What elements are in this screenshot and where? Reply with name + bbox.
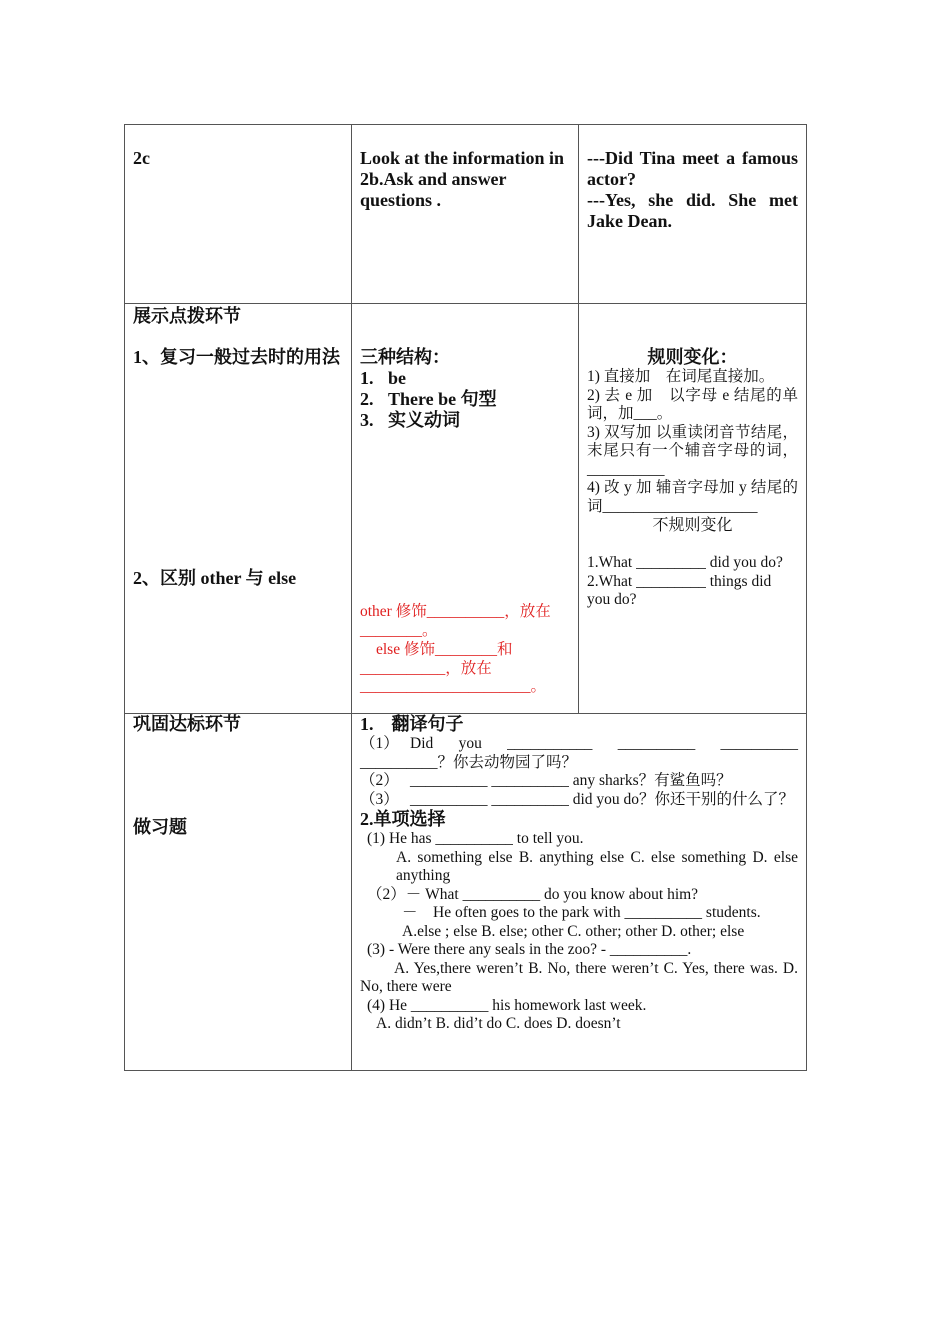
choice-question: (3) - Were there any seals in the zoo? - __________. (367, 941, 692, 958)
cell-exercises (352, 714, 807, 1071)
cell-rules (579, 304, 807, 714)
exercise-label: 做习题 (133, 817, 187, 837)
item-past-tense: 1、复习一般过去时的用法 (133, 347, 340, 367)
choice-question: － He often goes to the park with __________ students. (402, 904, 761, 921)
irregular-title: 不规则变化 (652, 517, 733, 534)
choice-title: 2.单项选择 (360, 809, 446, 829)
translate-item: （1） Did you ___________ __________ __________ __________？你去动物园了吗？ (360, 735, 798, 771)
else-rule: else 修饰________和___________，放在______________________。 (360, 641, 547, 695)
choice-options: A.else ; else B. else; other C. other; other D. other; else (402, 922, 745, 940)
choice-options: A. something else B. anything else C. else something D. else anything (396, 848, 798, 884)
choice-question: (1) He has __________ to tell you. (367, 830, 584, 847)
choice-options: A. Yes,there weren’t B. No, there weren’t C. Yes, there was. D. No, there were (360, 959, 798, 995)
item-other-else: 2、区别 other 与 else (133, 568, 297, 588)
lesson-table (124, 124, 807, 1071)
step-label: 2c (133, 148, 150, 168)
choice-question: (4) He __________ his homework last week. (367, 996, 647, 1014)
rule-item: 2) 去 e 加 以字母 e 结尾的单词，加___。 (587, 386, 798, 422)
translate-item: （2） __________ __________ any sharks？有鲨鱼吗？ (360, 772, 732, 789)
section-title: 巩固达标环节 (133, 714, 241, 734)
other-rule: other 修饰__________，放在________。 (360, 603, 551, 639)
section-title: 展示点拨环节 (133, 306, 241, 326)
translate-title: 1. 翻译句子 (360, 714, 464, 734)
structures-title: 三种结构： (360, 347, 450, 367)
cell-step (125, 125, 352, 304)
rule-item: 3) 双写加 以重读闭音节结尾，末尾只有一个辅音字母的词，__________ (587, 423, 798, 478)
cell-section-display (125, 304, 352, 714)
table-row (125, 714, 807, 1071)
question-1: 1.What _________ did you do? (587, 554, 783, 571)
cell-example (579, 125, 807, 304)
cell-structures (352, 304, 579, 714)
choice-options: A. didn’t B. did’t do C. does D. doesn’t (376, 1015, 621, 1032)
task-text: Look at the information in 2b.Ask and answer questions . (360, 148, 565, 210)
structure-item: 3. 实义动词 (360, 410, 460, 430)
example-answer: ---Yes, she did. She met Jake Dean. (587, 190, 798, 231)
cell-task (352, 125, 579, 304)
rule-item: 4) 改 y 加 辅音字母加 y 结尾的词____________________ (587, 479, 798, 515)
regular-title: 规则变化： (647, 347, 738, 367)
table-row (125, 304, 807, 714)
structure-item: 1. be (360, 368, 406, 388)
translate-item: （3） __________ __________ did you do？你还干别的什么了？ (360, 790, 795, 808)
table-row (125, 125, 807, 304)
example-question: ---Did Tina meet a famous actor? (587, 148, 798, 189)
choice-question: （2）－ What __________ do you know about him? (367, 885, 699, 903)
question-2: 2.What _________ things did you do? (587, 572, 772, 608)
structure-item: 2. There be 句型 (360, 389, 497, 409)
cell-section-practice (125, 714, 352, 1071)
rule-item: 1) 直接加 在词尾直接加。 (587, 368, 775, 385)
